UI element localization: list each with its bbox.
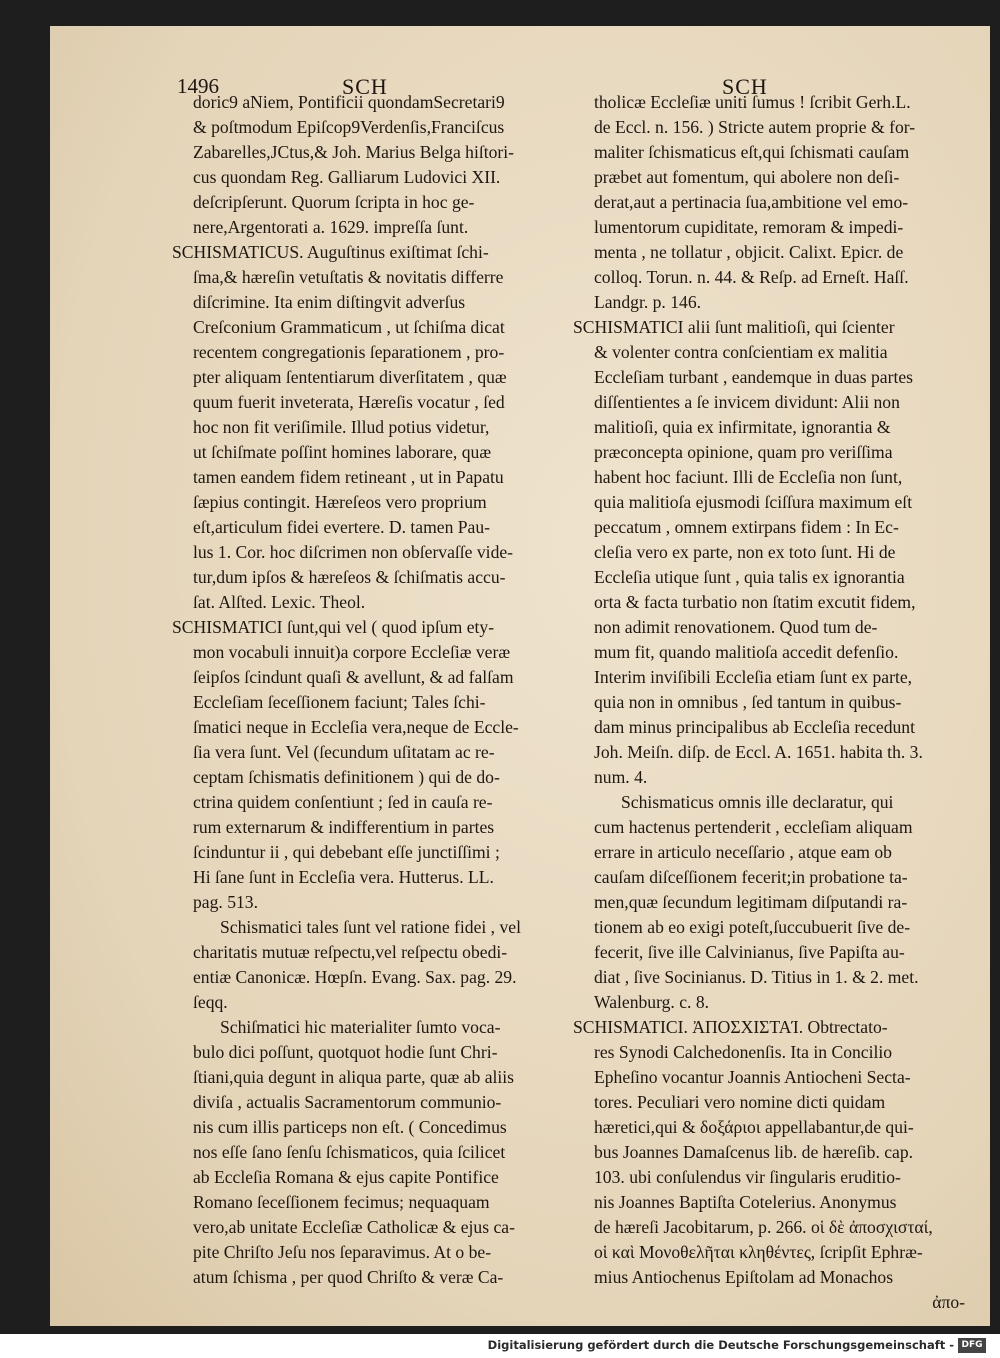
- text-line: hoc non fit veriſimile. Illud potius videtur,: [193, 417, 490, 437]
- text-line: Joh. Meiſn. diſp. de Eccl. A. 1651. habita th. 3.: [594, 742, 923, 762]
- text-line: Eccleſiam ſeceſſionem faciunt; Tales ſchi-: [193, 692, 486, 712]
- text-line: lumentorum cupiditate, remoram & impedi-: [594, 217, 904, 237]
- text-line: Schiſmatici hic materialiter ſumto voca-: [220, 1017, 501, 1037]
- text-line: tamen eandem fidem retineant , ut in Papatu: [193, 467, 504, 487]
- text-line: mius Antiochenus Epiſtolam ad Monachos: [594, 1267, 894, 1287]
- text-line: ceptam ſchismatis definitionem ) qui de do-: [193, 767, 500, 787]
- text-line: ſmatici neque in Eccleſia vera,neque de Eccle-: [193, 717, 519, 737]
- text-line: eſt,articulum fidei evertere. D. tamen Pau-: [193, 517, 491, 537]
- text-line: quia non in omnibus , ſed tantum in quibus-: [594, 692, 902, 712]
- text-line: atum ſchisma , per quod Chriſto & veræ Ca-: [193, 1267, 504, 1287]
- text-line: cauſam diſceſſionem fecerit;in probatione ta-: [594, 867, 908, 887]
- text-line: pag. 513.: [193, 892, 258, 912]
- text-line: menta , ne tollatur , objicit. Calixt. Epicr. de: [594, 242, 904, 262]
- text-line: Interim inviſibili Eccleſia etiam ſunt ex parte,: [594, 667, 913, 687]
- text-line: & poſtmodum Epiſcop9Verdenſis,Franciſcus: [193, 117, 505, 137]
- text-line: Eccleſia utique ſunt , quia talis ex ignorantia: [594, 567, 905, 587]
- text-line: quum fuerit inveterata, Hæreſis vocatur , ſed: [193, 392, 505, 412]
- text-line: doric9 aNiem, Pontificii quondamSecretari9: [193, 92, 505, 112]
- text-line: 103. ubi conſulendus vir ſingularis eruditio-: [594, 1167, 901, 1187]
- text-line: nis cum illis particeps non eſt. ( Concedimus: [193, 1117, 507, 1137]
- text-line: non adimit renovationem. Quod tum de-: [594, 617, 878, 637]
- text-line: errare in articulo neceſſario , atque eam ob: [594, 842, 892, 862]
- text-line: diſſentientes a ſe invicem dividunt: Alii non: [594, 392, 900, 412]
- text-line: cum hactenus pertenderit , eccleſiam aliquam: [594, 817, 913, 837]
- text-line: res Synodi Calchedonenſis. Ita in Concilio: [594, 1042, 893, 1062]
- text-line: ſcinduntur ii , qui debebant eſſe junctiſſimi ;: [193, 842, 500, 862]
- footer-credit: Digitalisierung gefördert durch die Deutsche Forschungsgemeinschaft -: [487, 1338, 954, 1352]
- text-line: de Eccl. n. 156. ) Stricte autem proprie & for-: [594, 117, 916, 137]
- text-line: Romano ſeceſſionem fecimus; nequaquam: [193, 1192, 490, 1212]
- text-line: bus Joannes Damaſcenus lib. de hæreſib. cap.: [594, 1142, 914, 1162]
- text-line: peccatum , omnem extirpans fidem : In Ec-: [594, 517, 899, 537]
- text-line: SCHISMATICUS. Auguſtinus exiſtimat ſchi-: [172, 242, 489, 262]
- text-line: entiæ Canonicæ. Hœpſn. Evang. Sax. pag. 29.: [193, 967, 517, 987]
- text-line: deſcripſerunt. Quorum ſcripta in hoc ge-: [193, 192, 475, 212]
- text-line: tur,dum ipſos & hæreſeos & ſchiſmatis accu-: [193, 567, 506, 587]
- text-line: nere,Argentorati a. 1629. impreſſa ſunt.: [193, 217, 469, 237]
- text-line: Zabarelles,JCtus,& Joh. Marius Belga hiſtori-: [193, 142, 515, 162]
- dfg-logo-icon: DFG: [958, 1338, 986, 1353]
- text-line: hæretici,qui & δοξάριοι appellabantur,de qui-: [594, 1117, 914, 1137]
- text-line: ab Eccleſia Romana & ejus capite Pontifice: [193, 1167, 499, 1187]
- text-line: SCHISMATICI ſunt,qui vel ( quod ipſum ety-: [172, 617, 495, 637]
- text-line: bulo dici poſſunt, quotquot hodie ſunt Chri-: [193, 1042, 498, 1062]
- text-line: num. 4.: [594, 767, 648, 787]
- right-column: [573, 90, 965, 1315]
- text-line: ſæpius contingit. Hæreſeos vero proprium: [193, 492, 487, 512]
- text-line: & volenter contra conſcientiam ex malitia: [594, 342, 888, 362]
- text-line: nos eſſe ſano ſenſu ſchismaticos, quia ſcilicet: [193, 1142, 506, 1162]
- text-line: diat , ſive Socinianus. D. Titius in 1. & 2. met.: [594, 967, 919, 987]
- text-line: lus 1. Cor. hoc diſcrimen non obſervaſſe vide-: [193, 542, 514, 562]
- text-line: ſat. Alſted. Lexic. Theol.: [193, 592, 366, 612]
- text-line: maliter ſchismaticus eſt,qui ſchismati cauſam: [594, 142, 910, 162]
- text-line: quia malitioſa ejusmodi ſciſſura maximum eſt: [594, 492, 913, 512]
- text-line: Landgr. p. 146.: [594, 292, 702, 312]
- text-line: pter aliquam ſententiarum diverſitatem , quæ: [193, 367, 507, 387]
- text-line: ἀπο-: [932, 1292, 965, 1312]
- text-line: mum fit, quando malitioſa accedit defenſio.: [594, 642, 899, 662]
- text-line: orta & facta turbatio non ſtatim excutit fidem,: [594, 592, 916, 612]
- text-line: Schismatici tales ſunt vel ratione fidei , vel: [220, 917, 521, 937]
- text-line: ſtiani,quia degunt in aliqua parte, quæ ab aliis: [193, 1067, 515, 1087]
- text-line: diviſa , actualis Sacramentorum communio-: [193, 1092, 502, 1112]
- text-line: Hi ſane ſunt in Eccleſia vera. Hutterus. LL.: [193, 867, 494, 887]
- text-line: Schismaticus omnis ille declaratur, qui: [621, 792, 894, 812]
- headword-left: SCH: [342, 74, 388, 99]
- headword-right: SCH: [722, 74, 768, 99]
- text-line: charitatis mutuæ reſpectu,vel reſpectu obedi-: [193, 942, 508, 962]
- text-line: habent hoc faciunt. Illi de Eccleſia non ſunt,: [594, 467, 903, 487]
- text-line: pite Chriſto Jeſu nos ſeparavimus. At o be-: [193, 1242, 492, 1262]
- text-line: Epheſino vocantur Joannis Antiocheni Secta-: [594, 1067, 911, 1087]
- text-line: præconcepta opinione, quam pro veriſſima: [594, 442, 893, 462]
- text-line: fecerit, ſive ille Calvinianus, ſive Papiſta au-: [594, 942, 905, 962]
- text-line: dam minus principalibus ab Eccleſia recedunt: [594, 717, 915, 737]
- text-line: præbet aut fomentum, qui abolere non deſi-: [594, 167, 900, 187]
- left-column: [172, 90, 564, 1290]
- text-line: colloq. Torun. n. 44. & Reſp. ad Erneſt. Haſſ.: [594, 267, 909, 287]
- text-line: ſma,& hæreſin vetuſtatis & novitatis differre: [193, 267, 504, 287]
- text-line: tholicæ Eccleſiæ uniti ſumus ! ſcribit Gerh.L.: [594, 92, 911, 112]
- text-line: SCHISMATICI alii ſunt malitioſi, qui ſcienter: [573, 317, 895, 337]
- text-line: nis Joannes Baptiſta Cotelerius. Anonymus: [594, 1192, 897, 1212]
- footer-bar: [0, 1334, 1000, 1358]
- text-line: ut ſchiſmate poſſint homines laborare, quæ: [193, 442, 492, 462]
- text-line: men,quæ ſecundum legitimam diſputandi ra-: [594, 892, 908, 912]
- text-line: Creſconium Grammaticum , ut ſchiſma dicat: [193, 317, 505, 337]
- text-line: derat,aut a pertinacia ſua,ambitione vel emo-: [594, 192, 909, 212]
- text-line: ctrina quidem conſentiunt ; ſed in cauſa re-: [193, 792, 493, 812]
- text-line: tores. Peculiari vero nomine dicti quidam: [594, 1092, 886, 1112]
- text-line: mon vocabuli innuit)a corpore Eccleſiæ veræ: [193, 642, 511, 662]
- text-line: ſia vera ſunt. Vel (ſecundum uſitatam ac re-: [193, 742, 495, 762]
- text-line: cleſia vero ex parte, non ex toto ſunt. Hi de: [594, 542, 896, 562]
- text-line: vero,ab unitate Eccleſiæ Catholicæ & ejus ca-: [193, 1217, 515, 1237]
- text-line: diſcrimine. Ita enim diſtingvit adverſus: [193, 292, 466, 312]
- text-line: ſeqq.: [193, 992, 228, 1012]
- text-line: rum externarum & indifferentium in partes: [193, 817, 495, 837]
- scanned-page: [50, 26, 990, 1326]
- text-line: SCHISMATICI. ἈΠΟΣΧΙΣΤΑΊ. Obtrectato-: [573, 1017, 888, 1037]
- text-line: οἱ καὶ Μονοθελῆται κληθέντες, ſcripſit Ephræ-: [594, 1242, 923, 1262]
- page-number: 1496: [177, 74, 219, 98]
- text-line: Eccleſiam turbant , eandemque in duas partes: [594, 367, 914, 387]
- text-line: malitioſi, quia ex infirmitate, ignorantia &: [594, 417, 891, 437]
- text-line: tionem ab eo exigi poteſt,ſuccubuerit ſive de-: [594, 917, 911, 937]
- text-line: cus quondam Reg. Galliarum Ludovici XII.: [193, 167, 501, 187]
- text-line: Walenburg. c. 8.: [594, 992, 710, 1012]
- text-line: recentem congregationis ſeparationem , pro-: [193, 342, 505, 362]
- text-line: de hæreſi Jacobitarum, p. 266. οἱ δὲ ἀποσχισταί,: [594, 1217, 933, 1237]
- text-line: ſeipſos ſcindunt quaſi & avellunt, & ad falſam: [193, 667, 514, 687]
